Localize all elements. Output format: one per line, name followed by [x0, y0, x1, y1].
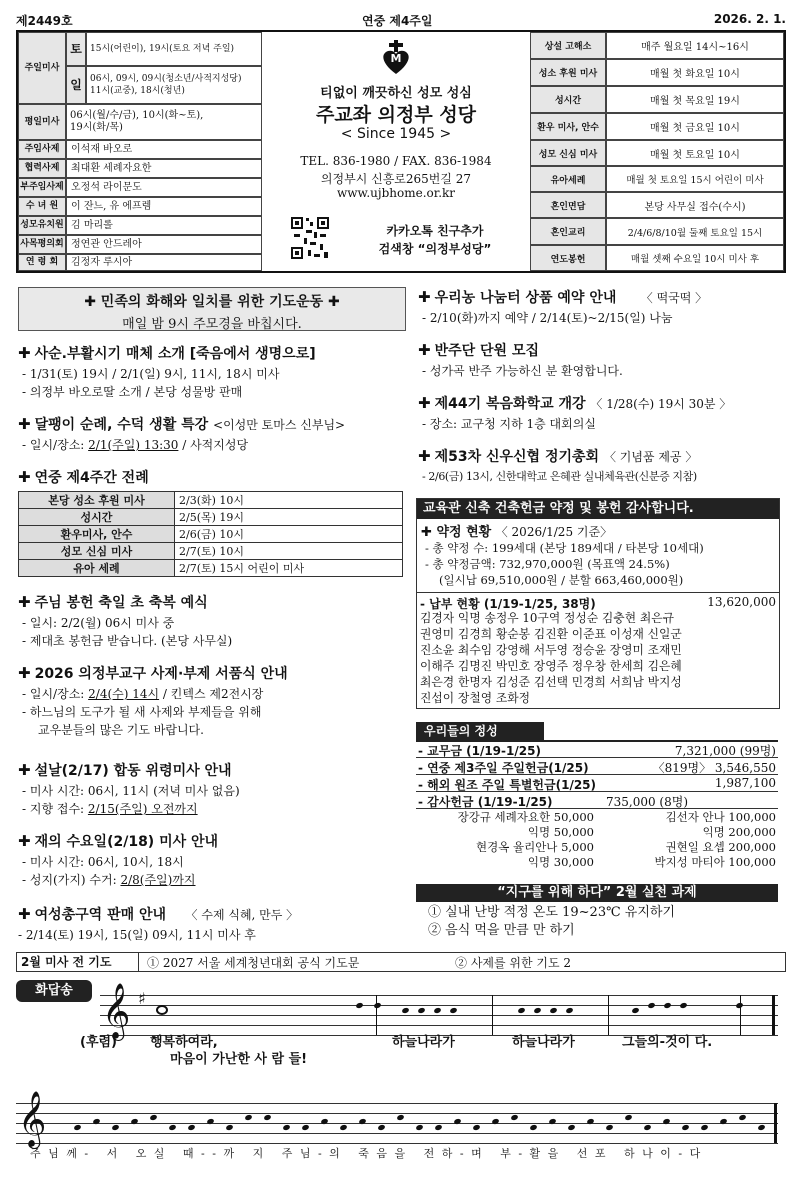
music-note: [263, 1114, 271, 1121]
list-item: 장강규 세례자요한 50,000 김선자 안나 100,000: [457, 810, 776, 824]
snail-line-1: - 일시/장소: 2/1(주일) 13:30 / 사적지성당: [22, 438, 249, 452]
section-media-title: ✚ 사순.부활시기 매체 소개 [죽음에서 생명으로]: [18, 344, 316, 362]
music-note: [434, 1124, 442, 1131]
cross-icon: ✚: [18, 344, 31, 362]
section-liturgy-title: ✚ 연중 제4주간 전례: [18, 468, 149, 486]
staff-label-4: 성모유치원: [18, 216, 66, 235]
sunday-label: 일: [66, 66, 86, 104]
kakao-search-hint: 검색창 “의정부성당”: [378, 242, 492, 256]
music-note: [757, 1124, 765, 1131]
ash-line-1: - 미사 시간: 06시, 10시, 18시: [22, 855, 184, 869]
service-label-3: 환우 미사, 안수: [530, 113, 606, 140]
media-line-1: - 1/31(토) 19시 / 2/1(일) 9시, 11시, 18시 미사: [22, 367, 280, 381]
music-note: [681, 1124, 689, 1131]
earth-task-title: “지구를 위해 하다” 2월 실천 과제: [416, 884, 778, 902]
qr-code-icon[interactable]: [290, 216, 330, 260]
psalm-lyric-2: 마음이 가난한 사 람 들!: [170, 1052, 308, 1067]
service-label-5: 유아세례: [530, 166, 606, 192]
sunday-mass-times-2: 11시(교중), 18시(청년): [90, 86, 185, 96]
psalm-verse-lyrics: 주 님 께 - 서 오 실 때 - - 까 지 주 님 - 의 죽 음 을 전 하 - 며 부 - 활 을 선 포 하 나 이 - 다: [30, 1147, 703, 1160]
psalm-refrain-label: (후렴): [80, 1035, 117, 1050]
building-fund-title: 교육관 신축 건축헌금 약정 및 봉헌 감사합니다.: [417, 499, 779, 519]
prayer-campaign-box: [18, 287, 406, 331]
staff-name-2: 오정석 라이문도: [66, 178, 262, 197]
offering-row-3: - 감사헌금 (1/19-1/25) 735,000 (8명): [416, 793, 778, 809]
music-note: [244, 1114, 252, 1121]
offering-row-2: - 해외 원조 주일 특별헌금(1/25) 1,987,100: [418, 776, 776, 792]
section-ash-title: ✚ 재의 수요일(2/18) 미사 안내: [18, 832, 219, 850]
service-value-8: 매월 셋째 수요일 10시 미사 후: [606, 245, 784, 271]
service-label-4: 성모 신심 미사: [530, 140, 606, 166]
band-line-1: - 성가곡 반주 가능하신 분 환영합니다.: [422, 364, 623, 378]
staff-name-1: 최대환 세례자요한: [66, 159, 262, 178]
music-note: [529, 1124, 537, 1131]
music-note: [643, 1124, 651, 1131]
list-item: 진소윤 최수임 강영해 서두영 정승윤 장영미 조재민: [420, 643, 682, 657]
music-note: [111, 1124, 119, 1131]
responsorial-psalm-badge: 화답송: [16, 980, 92, 1002]
offering-row-0: - 교무금 (1/19-1/25) 7,321,000 (99명): [418, 744, 776, 758]
treble-clef-icon: 𝄞: [102, 983, 131, 1039]
service-label-1: 성소 후원 미사: [530, 59, 606, 86]
section-ordination-title: ✚ 2026 의정부교구 사제·부제 서품식 안내: [18, 664, 288, 682]
treble-clef-icon: 𝄞: [18, 1091, 47, 1147]
list-item: 진섭이 장철영 조화정: [420, 691, 531, 705]
pledge-line-1: - 총 약정 수: 199세대 (본당 189세대 / 타본당 10세대): [425, 541, 704, 555]
service-label-8: 연도봉헌: [530, 245, 606, 271]
service-label-2: 성시간: [530, 86, 606, 113]
ordination-line-3: 교우분들의 많은 기도 바랍니다.: [38, 723, 204, 737]
cross-icon: ✚: [18, 905, 31, 923]
music-note: [149, 1114, 157, 1121]
music-note: [282, 1124, 290, 1131]
cross-icon: ✚: [418, 341, 431, 359]
liturgical-week: 연중 제4주일: [362, 14, 433, 28]
cross-icon: ✚: [418, 447, 431, 465]
staff-name-4: 김 마리롤: [66, 216, 262, 235]
table-row: 유아 세례 2/7(토) 15시 어린이 미사: [19, 560, 403, 577]
weekday-mass-times-1: 06시(월/수/금), 10시(화~토),: [70, 110, 204, 121]
prayer-campaign-title: ✚ 민족의 화해와 일치를 위한 기도운동 ✚: [84, 294, 340, 310]
cross-icon: ✚: [18, 761, 31, 779]
service-label-6: 혼인면담: [530, 192, 606, 218]
section-band-title: ✚ 반주단 단원 모집: [418, 341, 539, 359]
service-value-6: 본당 사무실 접수(수시): [606, 192, 784, 218]
music-note: [225, 1124, 233, 1131]
payer-names: [420, 610, 778, 706]
church-address: 의정부시 신흥로265번길 27: [320, 172, 472, 186]
weekday-mass-times-2: 19시(화/목): [70, 122, 123, 133]
section-sale-title: ✚ 여성총구역 판매 안내 〈 수제 식혜, 만두 〉: [18, 905, 299, 923]
staff-label-6: 연 령 회: [18, 254, 66, 271]
music-note: [187, 1124, 195, 1131]
candle-line-2: - 제대초 봉헌금 받습니다. (본당 사무실): [22, 634, 233, 648]
music-note: [415, 1124, 423, 1131]
music-note: [377, 1124, 385, 1131]
cross-icon: ✚: [18, 664, 31, 682]
staff-name-6: 김정자 루시아: [66, 254, 262, 271]
sale-line-1: - 2/14(토) 19시, 15(일) 09시, 11시 미사 후: [18, 928, 256, 942]
table-row: 성모 신심 미사 2/7(토) 10시: [19, 543, 403, 560]
list-item: 익명 50,000 익명 200,000: [527, 825, 776, 839]
kakao-add-friend: 카카오톡 친구추가: [386, 224, 484, 238]
phone-fax: TEL. 836-1980 / FAX. 836-1984: [300, 154, 492, 168]
farm-line-1: - 2/10(화)까지 예약 / 2/14(토)~2/15(일) 나눔: [422, 311, 673, 325]
since-year: < Since 1945 >: [340, 126, 452, 142]
sunday-mass-times-1: 06시, 09시, 09시(청소년/사적지성당): [90, 74, 242, 84]
issue-header: [16, 12, 786, 30]
monthly-prayer-label: 2월 미사 전 기도: [17, 953, 139, 971]
section-school-title: ✚ 제44기 복음화학교 개강 〈 1/28(수) 19시 30분 〉: [418, 394, 732, 412]
psalm-lyric-5: 그들의-것이 다.: [622, 1035, 713, 1050]
media-line-2: - 의정부 바오로딸 소개 / 본당 성물방 판매: [22, 385, 243, 399]
church-website[interactable]: www.ujbhome.or.kr: [336, 186, 456, 200]
prayer-campaign-text: 매일 밤 9시 주모경을 바칩시다.: [122, 317, 302, 332]
service-value-4: 매월 첫 토요일 10시: [606, 140, 784, 166]
music-note: [624, 1114, 632, 1121]
service-value-1: 매월 첫 화요일 10시: [606, 59, 784, 86]
music-note: [168, 1124, 176, 1131]
table-row: 본당 성소 후원 미사 2/3(화) 10시: [19, 492, 403, 509]
music-note: [301, 1124, 309, 1131]
music-note: [605, 1124, 613, 1131]
list-item: 권영미 김경희 황순봉 김진환 이준표 이성재 신일군: [420, 627, 682, 641]
service-value-5: 매월 첫 토요일 15시 어린이 미사: [606, 166, 784, 192]
music-note: [73, 1124, 81, 1131]
payment-amount: 13,620,000: [707, 595, 776, 609]
sunday-mass-label: 주일미사: [18, 32, 66, 104]
table-row: 성시간 2/5(목) 19시: [19, 509, 403, 526]
section-snail-title: ✚ 달팽이 순례, 수덕 생활 특강 <이성만 토마스 신부님>: [18, 415, 346, 433]
table-row: 환우미사, 안수 2/6(금) 10시: [19, 526, 403, 543]
monthly-prayer-item-2: ② 사제를 위한 기도 2: [455, 956, 572, 970]
music-note: [700, 1124, 708, 1131]
service-label-7: 혼인교리: [530, 218, 606, 245]
list-item: 익명 30,000 박지성 마티아 100,000: [527, 855, 776, 869]
earth-task-1: ① 실내 난방 적정 온도 19~23℃ 유지하기: [428, 905, 676, 920]
issue-date: 2026. 2. 1.: [713, 12, 786, 26]
liturgy-table: [18, 491, 403, 577]
staff-label-0: 주임사제: [18, 140, 66, 159]
pledge-title: ✚ 약정 현황 〈 2026/1/25 기준〉: [421, 525, 613, 540]
staff-label-2: 부주임사제: [18, 178, 66, 197]
church-motto: 티없이 깨끗하신 성모 성심: [320, 86, 472, 101]
memorial-line-2: - 지향 접수: 2/15(주일) 오전까지: [22, 802, 198, 816]
sharp-icon: ♯: [138, 989, 146, 1008]
score-staff-2: [16, 1091, 778, 1147]
staff-label-1: 협력사제: [18, 159, 66, 178]
earth-task-2: ② 음식 먹을 만큼 만 하기: [428, 923, 575, 938]
staff-name-5: 정연관 안드레아: [66, 235, 262, 254]
cross-icon: ✚: [18, 468, 31, 486]
service-value-3: 매월 첫 금요일 10시: [606, 113, 784, 140]
staff-name-3: 이 잔느, 유 에프렘: [66, 197, 262, 216]
info-box: [16, 30, 786, 273]
cross-icon: ✚: [418, 394, 431, 412]
service-value-0: 매주 월요일 14시~16시: [606, 32, 784, 59]
weekday-mass-label: 평일미사: [18, 104, 66, 140]
church-name: 주교좌 의정부 성당: [315, 104, 477, 126]
church-block: [262, 32, 530, 271]
psalm-lyric-4: 하늘나라가: [512, 1035, 575, 1050]
offerings-title: 우리들의 정성: [416, 722, 544, 740]
service-label-0: 상설 고해소: [530, 32, 606, 59]
psalm-lyric-3: 하늘나라가: [392, 1035, 455, 1050]
service-value-7: 2/4/6/8/10월 둘째 토요일 15시: [606, 218, 784, 245]
section-memorial-title: ✚ 설날(2/17) 합동 위령미사 안내: [18, 761, 232, 779]
ordination-line-2: - 하느님의 도구가 될 새 사제와 부제들을 위해: [22, 705, 262, 719]
music-note: [472, 1124, 480, 1131]
coop-line-1: - 2/6(금) 13시, 신한대학교 은혜관 실내체육관(신분증 지참): [422, 470, 697, 483]
school-line-1: - 장소: 교구청 지하 1층 대회의실: [422, 417, 596, 431]
offering-row-1: - 연중 제3주일 주일헌금(1/25) 〈819명〉 3,546,550: [418, 761, 776, 775]
pledge-line-2: - 총 약정금액: 732,970,000원 (목표액 24.5%): [425, 557, 670, 571]
cross-icon: ✚: [18, 593, 31, 611]
list-item: 이해주 김명진 박민호 장영주 정우창 한세희 김은혜: [420, 659, 682, 673]
music-note: [396, 1114, 404, 1121]
section-coop-title: ✚ 제53차 신우신협 정기총회 〈 기념품 제공 〉: [418, 447, 698, 465]
section-farm-title: ✚ 우리농 나눔터 상품 예약 안내 〈 떡국떡 〉: [418, 288, 708, 306]
saturday-mass-times: 15시(어린이), 19시(토요 저녁 주일): [86, 32, 262, 66]
cross-icon: ✚: [18, 415, 31, 433]
ash-line-2: - 성지(가지) 수거: 2/8(주일)까지: [22, 873, 196, 887]
building-fund-box: [416, 498, 780, 709]
cross-icon: ✚: [18, 832, 31, 850]
issue-number: 제2449호: [16, 14, 73, 28]
music-note: [567, 1124, 575, 1131]
saturday-label: 토: [66, 32, 86, 66]
list-item: 김경자 익명 송정우 10구역 정성순 김충현 최은규: [420, 611, 675, 625]
psalm-lyric-1: 행복하여라,: [150, 1035, 218, 1050]
ordination-line-1: - 일시/장소: 2/4(수) 14시 / 킨텍스 제2전시장: [22, 687, 264, 701]
logo-letter: M: [390, 52, 402, 65]
monthly-prayer-bar: [16, 952, 786, 972]
list-item: 현경옥 율리안나 5,000 권현일 요셉 200,000: [476, 840, 776, 854]
pledge-line-3: (일시납 69,510,000원 / 분할 663,460,000원): [439, 573, 684, 587]
service-value-2: 매월 첫 목요일 19시: [606, 86, 784, 113]
staff-name-0: 이석재 바오로: [66, 140, 262, 159]
candle-line-1: - 일시: 2/2(월) 06시 미사 중: [22, 616, 175, 630]
music-note: [738, 1114, 746, 1121]
staff-label-3: 수 녀 원: [18, 197, 66, 216]
cross-icon: ✚: [418, 288, 431, 306]
memorial-line-1: - 미사 시간: 06시, 11시 (저녁 미사 없음): [22, 784, 240, 798]
staff-label-5: 사목평의회: [18, 235, 66, 254]
section-candle-title: ✚ 주님 봉헌 축일 초 축복 예식: [18, 593, 208, 611]
monthly-prayer-item-1: ① 2027 서울 세계청년대회 공식 기도문: [147, 956, 360, 970]
whole-note-icon: [156, 1005, 168, 1015]
payment-title: - 납부 현황 (1/19-1/25, 38명): [420, 597, 596, 611]
thanks-list: [416, 810, 778, 870]
music-note: [339, 1124, 347, 1131]
music-note: [510, 1114, 518, 1121]
list-item: 최은경 한명자 김성준 김선택 민경희 서희남 박지성: [420, 675, 682, 689]
